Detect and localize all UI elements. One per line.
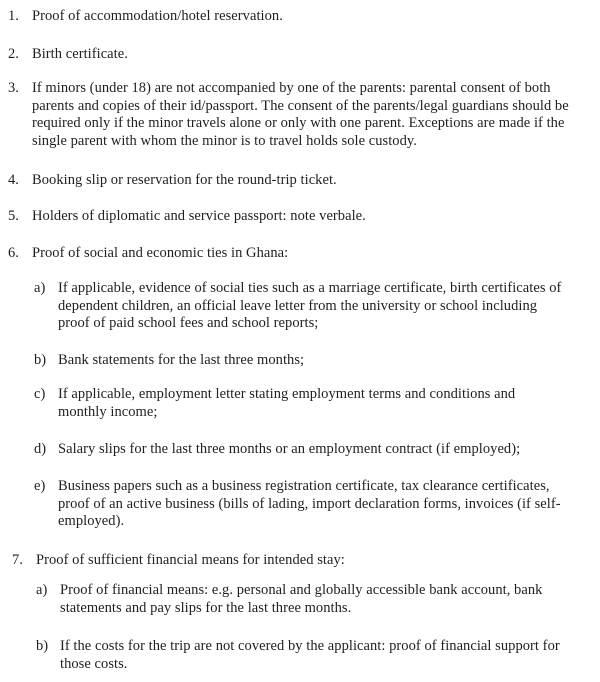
- item-text: Proof of social and economic ties in Ghana:: [32, 245, 289, 261]
- item-text: Birth certificate.: [32, 46, 128, 62]
- list-item-2: [8, 46, 588, 64]
- item-number: 3.: [8, 80, 19, 96]
- sub-item-6a: [34, 280, 564, 333]
- item-text: If applicable, employment letter stating employment terms and conditions and monthly income;: [58, 386, 516, 420]
- item-number: 1.: [8, 8, 19, 24]
- list-item-4: [8, 172, 588, 190]
- item-text: Salary slips for the last three months or an employment contract (if employed);: [58, 441, 521, 457]
- list-item-1: [8, 8, 588, 26]
- item-text: Booking slip or reservation for the round-trip ticket.: [32, 172, 337, 188]
- item-letter: a): [34, 280, 46, 296]
- item-number: 4.: [8, 172, 19, 188]
- item-text: If applicable, evidence of social ties such as a marriage certificate, birth certificates of dependent children, an official leave letter from the university or school including proof of paid school fees and school reports;: [58, 280, 562, 331]
- list-item-6: [8, 245, 588, 263]
- sub-item-6b: [34, 352, 574, 370]
- item-letter: e): [34, 478, 46, 494]
- item-text: Proof of accommodation/hotel reservation.: [32, 8, 283, 24]
- item-text: Business papers such as a business registration certificate, tax clearance certificates, proof of an active business (bills of lading, import declaration forms, invoices (if self-employed).: [58, 478, 561, 529]
- item-letter: c): [34, 386, 46, 402]
- list-item-7: [12, 552, 592, 570]
- sub-item-7a: [36, 582, 592, 617]
- item-text: Proof of sufficient financial means for intended stay:: [36, 552, 345, 568]
- item-letter: d): [34, 441, 47, 457]
- list-item-3: [8, 80, 580, 150]
- item-letter: a): [36, 582, 48, 598]
- sub-item-6d: [34, 441, 598, 459]
- list-item-5: [8, 208, 588, 226]
- sub-item-6c: [34, 386, 564, 421]
- item-text: Holders of diplomatic and service passport: note verbale.: [32, 208, 366, 224]
- item-text: If minors (under 18) are not accompanied by one of the parents: parental consent of both parents and copies of their id/passport. The consent of the parents/legal guardians should be required only if the minor travels alone or only with one parent. Exceptions are made if the single parent with whom the minor is to travel holds sole custody.: [32, 80, 569, 149]
- item-letter: b): [36, 638, 49, 654]
- item-number: 7.: [12, 552, 23, 568]
- item-number: 2.: [8, 46, 19, 62]
- item-letter: b): [34, 352, 47, 368]
- item-number: 5.: [8, 208, 19, 224]
- sub-item-7b: [36, 638, 592, 673]
- item-text: Proof of financial means: e.g. personal and globally accessible bank account, bank statements and pay slips for the last three months.: [60, 582, 543, 616]
- item-text: Bank statements for the last three months;: [58, 352, 305, 368]
- item-text: If the costs for the trip are not covered by the applicant: proof of financial support for those costs.: [60, 638, 560, 672]
- item-number: 6.: [8, 245, 19, 261]
- sub-item-6e: [34, 478, 564, 531]
